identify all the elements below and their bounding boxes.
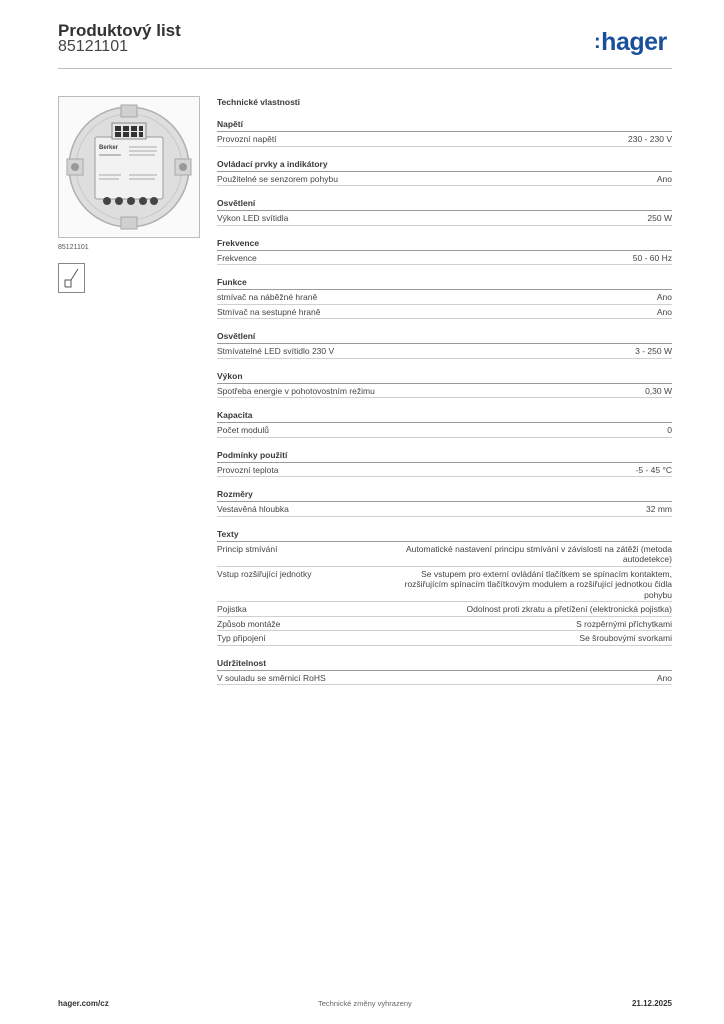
footer-note: Technické změny vyhrazeny	[318, 999, 412, 1008]
spec-section	[217, 529, 672, 646]
section-heading: Technické vlastnosti	[217, 97, 300, 107]
section-gap	[217, 398, 672, 410]
spec-row	[217, 384, 672, 399]
spec-row	[217, 423, 672, 438]
spec-section-title: Funkce	[217, 277, 672, 290]
spec-label: Výkon LED svítidla	[217, 213, 289, 223]
spec-row	[217, 172, 672, 187]
spec-label: Provozní napětí	[217, 134, 277, 144]
spec-section-title: Kapacita	[217, 410, 672, 423]
spec-label: V souladu se směrnicí RoHS	[217, 672, 326, 683]
spec-label: Princip stmívání	[217, 543, 278, 554]
spec-label: Použitelné se senzorem pohybu	[217, 173, 338, 184]
spec-value: Ano	[656, 173, 672, 184]
spec-label: Stmívatelné LED svítidlo 230 V	[217, 346, 335, 356]
spec-label: Typ připojení	[217, 633, 266, 643]
spec-value: 230 - 230 V	[628, 134, 672, 144]
spec-label: Pojistka	[217, 604, 247, 614]
spec-value: -5 - 45 °C	[635, 464, 672, 475]
product-image	[58, 96, 200, 238]
spec-label: Provozní teplota	[217, 464, 279, 475]
spec-section	[217, 658, 672, 686]
spec-section-title: Texty	[217, 529, 672, 542]
spec-section	[217, 159, 672, 187]
spec-row	[217, 463, 672, 478]
section-gap	[217, 438, 672, 450]
spec-section-title: Podmínky použití	[217, 450, 672, 463]
spec-section-title: Osvětlení	[217, 331, 672, 344]
spec-value: Ano	[656, 672, 672, 683]
spec-value: Ano	[656, 306, 672, 317]
spec-label: stmívač na náběžné hraně	[217, 292, 318, 302]
spec-value: 0,30 W	[645, 385, 672, 396]
spec-value: Se šroubovými svorkami	[579, 633, 672, 643]
spec-label: Spotřeba energie v pohotovostním režimu	[217, 385, 375, 396]
spec-row	[217, 567, 672, 603]
spec-row	[217, 502, 672, 517]
spec-label: Vstup rozšiřující jednotky	[217, 568, 312, 579]
spec-row	[217, 671, 672, 686]
spec-label: Frekvence	[217, 252, 257, 263]
spec-section	[217, 277, 672, 319]
spec-label: Způsob montáže	[217, 618, 281, 629]
spec-row	[217, 290, 672, 305]
spec-value: S rozpěrnými příchytkami	[576, 618, 672, 629]
hager-logo	[594, 28, 667, 57]
spec-value: Automatické nastavení principu stmívání v závislosti na zátěži (metoda autodetekce)	[406, 543, 672, 564]
spec-section-title: Rozměry	[217, 489, 672, 502]
spec-value: Ano	[656, 292, 672, 302]
section-gap	[217, 265, 672, 277]
spec-row	[217, 631, 672, 646]
footer-website: hager.com/cz	[58, 999, 109, 1008]
section-gap	[217, 147, 672, 159]
spec-value: 250 W	[647, 213, 672, 223]
logo-dots-icon: :	[594, 31, 601, 53]
spec-value: Odolnost proti zkratu a přetížení (elektronická pojistka)	[466, 604, 672, 614]
section-gap	[217, 477, 672, 489]
dimmer-insert-illustration	[59, 97, 199, 237]
logo-text: hager	[601, 28, 667, 56]
product-code: 85121101	[58, 38, 128, 55]
spec-section	[217, 331, 672, 359]
spec-label: Stmívač na sestupné hraně	[217, 306, 321, 317]
spec-section-title: Výkon	[217, 371, 672, 384]
spec-row	[217, 251, 672, 266]
spec-value: 32 mm	[646, 504, 672, 514]
footer-date: 21.12.2025	[631, 999, 672, 1008]
spec-row	[217, 211, 672, 226]
spec-label: Vestavěná hloubka	[217, 504, 289, 514]
spec-section-title: Napětí	[217, 119, 672, 132]
section-gap	[217, 359, 672, 371]
spec-section	[217, 238, 672, 266]
spec-value: Se vstupem pro externí ovládání tlačítkem se spínacím kontaktem, rozšiřujícím spínacím tlačítkovým modulem a rozšiřující jednotkou čidla pohybu	[404, 568, 672, 600]
spec-section-title: Osvětlení	[217, 198, 672, 211]
spec-section-title: Frekvence	[217, 238, 672, 251]
spec-section	[217, 371, 672, 399]
sections-container	[217, 119, 672, 685]
spec-row	[217, 344, 672, 359]
header-divider	[58, 68, 672, 69]
spec-row	[217, 617, 672, 632]
spec-section	[217, 450, 672, 478]
spec-section	[217, 119, 672, 147]
section-gap	[217, 186, 672, 198]
dimmer-switch-symbol-icon	[58, 263, 85, 293]
spec-section-title: Ovládací prvky a indikátory	[217, 159, 672, 172]
spec-value: 50 - 60 Hz	[632, 252, 672, 263]
spec-section	[217, 489, 672, 517]
section-gap	[217, 319, 672, 331]
spec-row	[217, 305, 672, 320]
technical-properties	[217, 96, 672, 685]
spec-value: 3 - 250 W	[635, 346, 672, 356]
page-title: Produktový list	[58, 21, 181, 40]
spec-label: Počet modulů	[217, 425, 269, 435]
spec-section-title: Udržitelnost	[217, 658, 672, 671]
brand-label: Berker	[99, 145, 119, 151]
section-gap	[217, 517, 672, 529]
spec-section	[217, 198, 672, 226]
image-caption: 85121101	[58, 244, 89, 251]
spec-row	[217, 542, 672, 567]
spec-section	[217, 410, 672, 438]
section-gap	[217, 226, 672, 238]
section-gap	[217, 646, 672, 658]
spec-value: 0	[667, 425, 672, 435]
spec-row	[217, 132, 672, 147]
spec-row	[217, 602, 672, 617]
